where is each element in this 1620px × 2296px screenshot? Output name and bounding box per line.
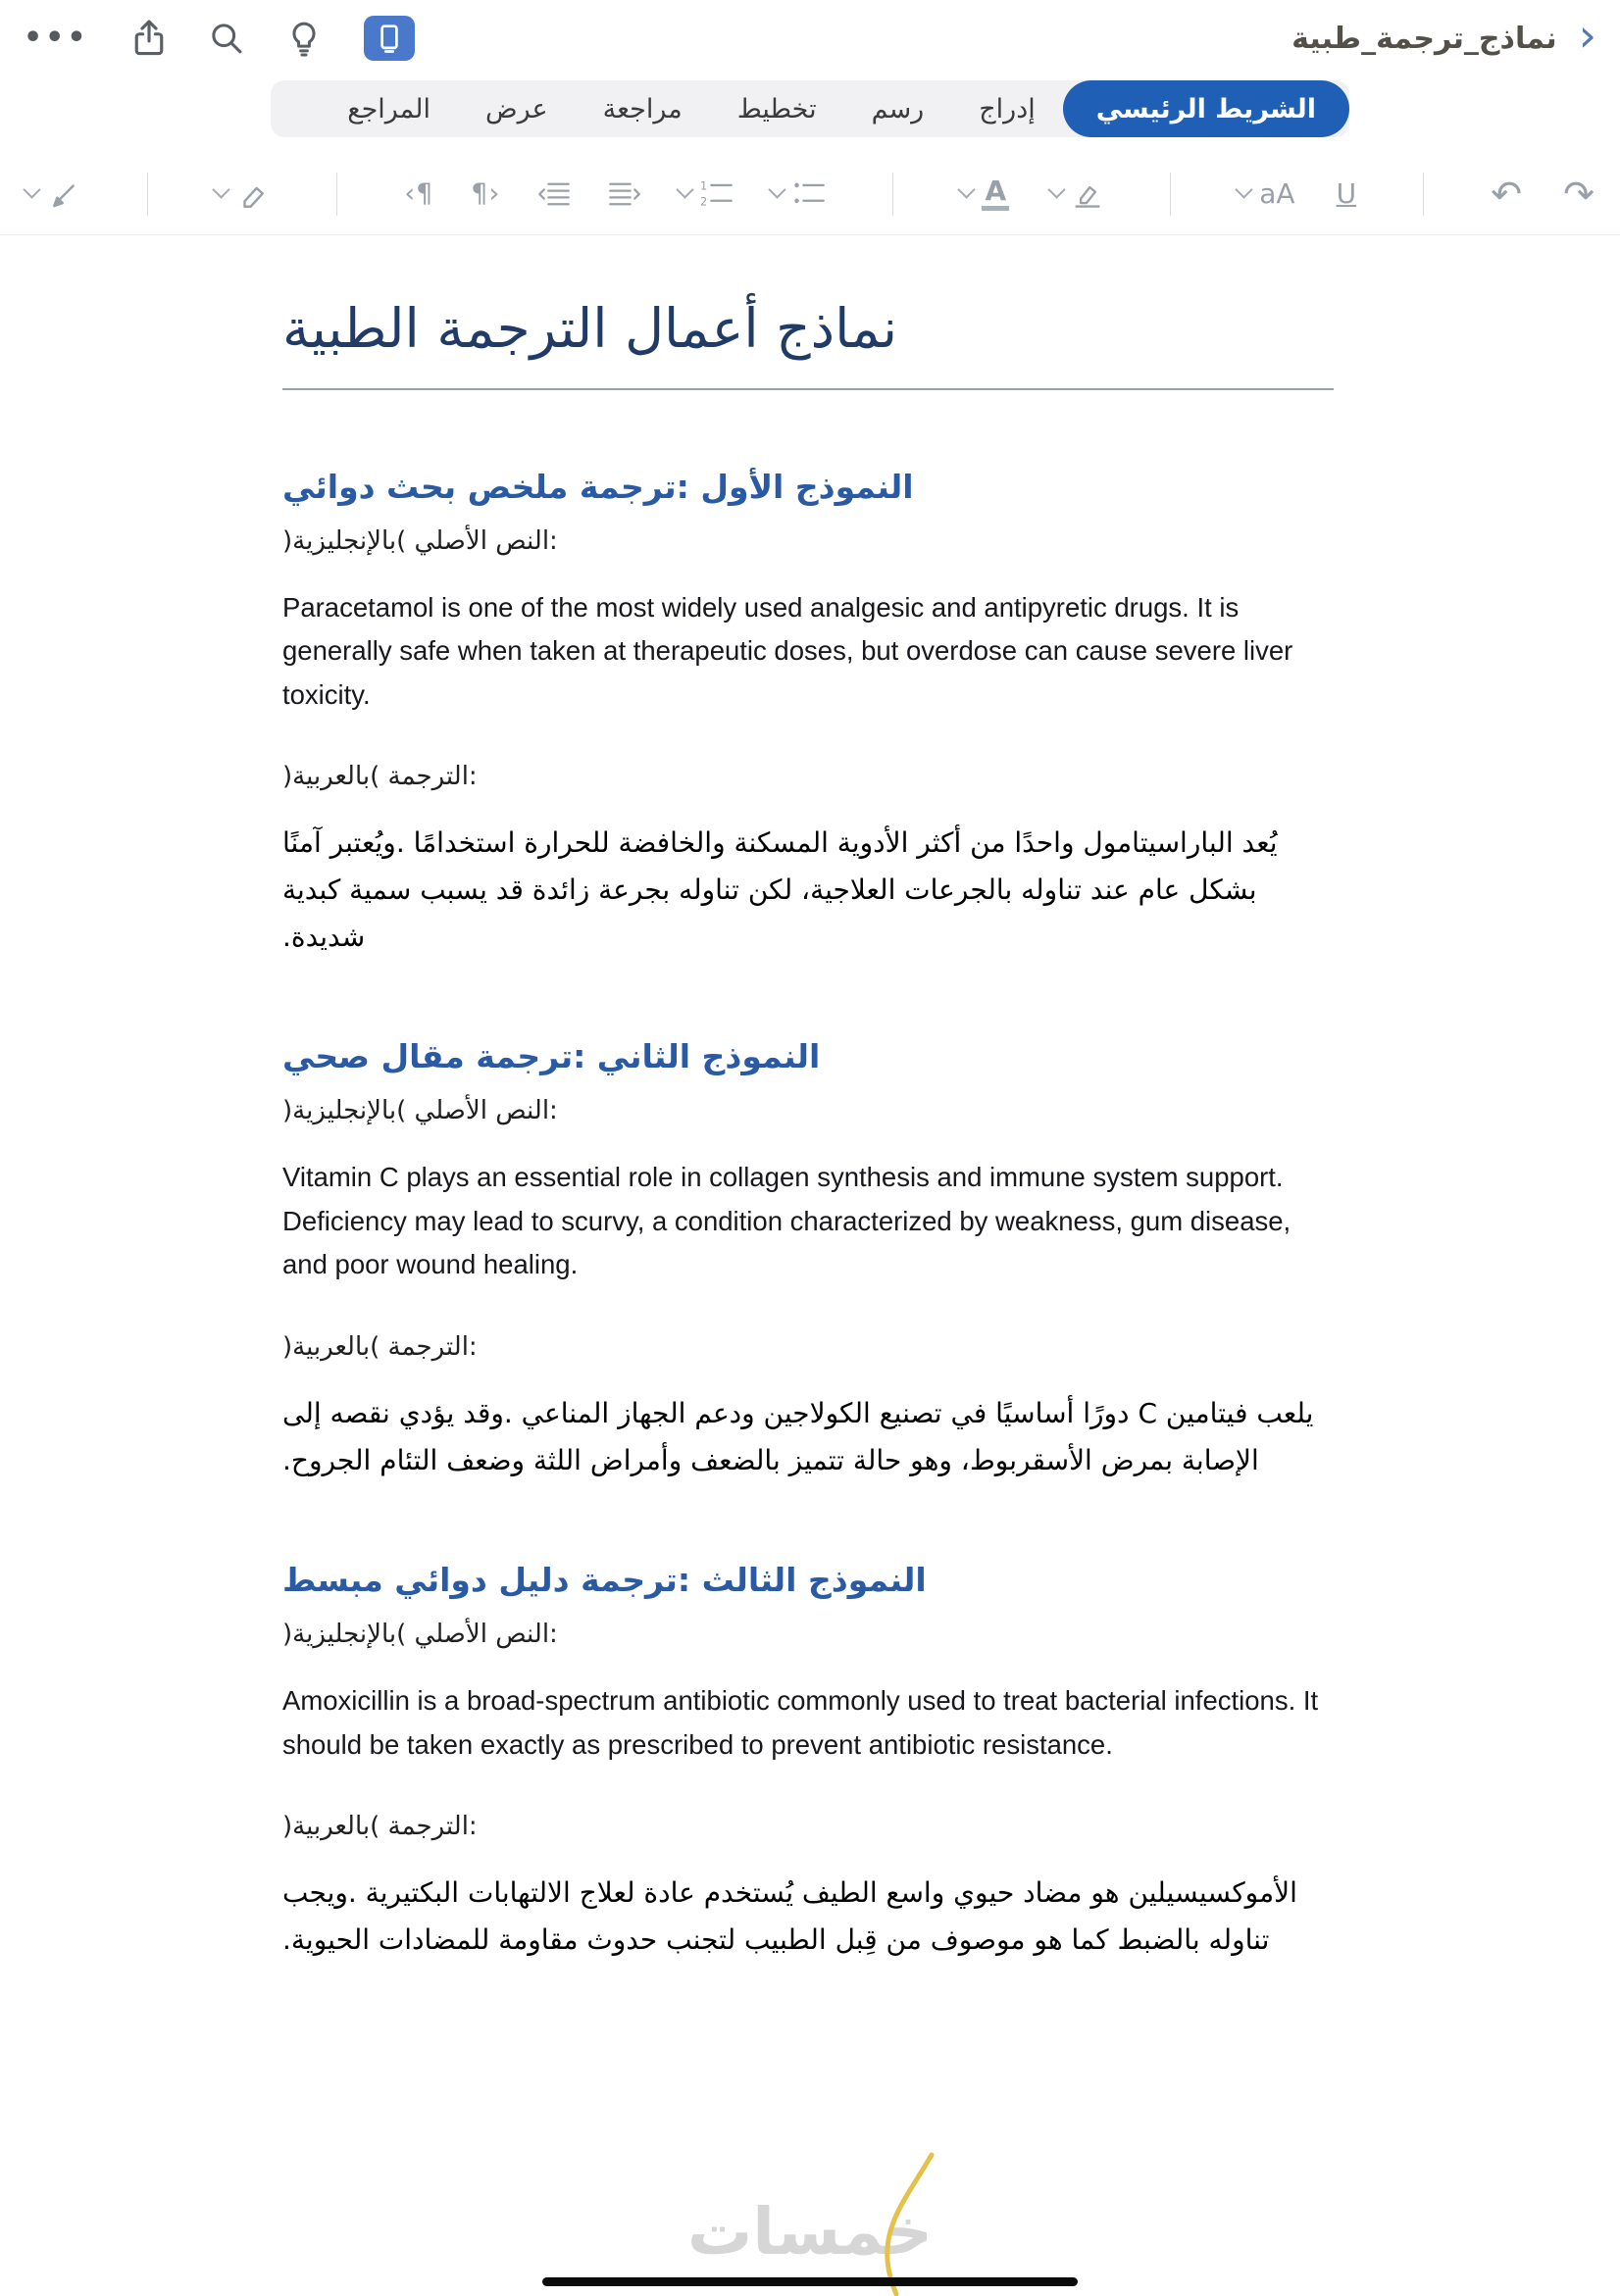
chevron-down-icon (677, 180, 694, 198)
tab-insert[interactable]: إدراج (979, 93, 1036, 125)
section-heading[interactable]: النموذج الأول :ترجمة ملخص بحث دوائي (282, 467, 914, 506)
translation-label[interactable]: :الترجمة )بالعربية( (282, 762, 478, 792)
source-paragraph[interactable]: Paracetamol is one of the most widely used analgesic and antipyretic drugs. It is generally safe when taken at therapeutic doses, but overdose can cause severe liver toxicity. (282, 591, 1293, 710)
home-indicator[interactable] (542, 2277, 1078, 2286)
underline-button[interactable] (1336, 176, 1357, 210)
document-filename[interactable]: نماذج_ترجمة_طبية (1291, 21, 1557, 56)
bulleted-list-button[interactable] (771, 179, 826, 209)
chevron-down-icon (1236, 180, 1253, 198)
font-color-icon: A (982, 177, 1009, 211)
section-sample-2 (282, 1036, 1334, 1483)
ltr-paragraph-button[interactable] (404, 178, 433, 209)
paragraph-group (404, 178, 826, 209)
khamsat-watermark: خمسات (686, 2194, 934, 2270)
translation-paragraph[interactable]: الأموكسيسيلين هو مضاد حيوي واسع الطيف يُستخدم عادة لعلاج الالتهابات البكتيرية .ويجب تناوله بالضبط كما هو موصوف من قِبل الطبيب لتجنب حدوث مقاومة للمضادات الحيوية. (282, 1876, 1297, 1956)
statusbar-right (1291, 9, 1596, 64)
numbered-list-icon (700, 179, 734, 209)
font-size-button[interactable] (1238, 176, 1295, 210)
numbered-list-button[interactable] (679, 179, 734, 209)
chevron-down-icon (212, 180, 229, 198)
formatting-toolbar (0, 153, 1620, 235)
statusbar-left-actions (24, 16, 415, 61)
ribbon-tabbar (271, 80, 1349, 137)
tab-review[interactable]: مراجعة (602, 93, 683, 125)
document-canvas[interactable] (0, 236, 1620, 2294)
section-heading[interactable]: النموذج الثالث :ترجمة دليل دوائي مبسط (282, 1561, 927, 1600)
ink-pen-group (25, 177, 80, 211)
decrease-indent-button[interactable] (537, 179, 571, 209)
toolbar-divider (892, 173, 893, 216)
toolbar-divider (1423, 173, 1424, 216)
source-label[interactable]: :النص الأصلي )بالإنجليزية( (282, 1096, 558, 1126)
svg-text:2: 2 (700, 193, 708, 208)
more-options-icon[interactable]: ••• (24, 21, 89, 55)
ink-highlighter-group (215, 177, 270, 211)
document-title[interactable]: نماذج أعمال الترجمة الطبية (282, 295, 1334, 390)
rtl-paragraph-button[interactable] (471, 178, 500, 209)
mobile-view-icon[interactable] (364, 16, 415, 61)
chevron-down-icon (23, 180, 40, 198)
increase-indent-icon (608, 179, 641, 209)
toolbar-divider (147, 173, 148, 216)
lightbulb-icon[interactable] (287, 20, 321, 57)
statusbar (0, 0, 1620, 76)
highlighter-icon (1072, 178, 1103, 210)
font-color-button[interactable] (960, 174, 1009, 211)
text-highlight-button[interactable] (1050, 178, 1103, 210)
color-group (960, 174, 1103, 211)
redo-button[interactable] (1563, 172, 1595, 216)
undo-button[interactable] (1491, 172, 1523, 216)
section-sample-1 (282, 467, 1334, 961)
chevron-down-icon (769, 180, 786, 198)
toolbar-divider (336, 173, 337, 216)
section-heading[interactable]: النموذج الثاني :ترجمة مقال صحي (282, 1037, 821, 1076)
tab-layout[interactable]: تخطيط (736, 93, 817, 125)
ink-highlighter-button[interactable] (215, 177, 270, 211)
search-icon[interactable] (209, 21, 244, 56)
font-group (1238, 176, 1357, 210)
toolbar-divider (1170, 173, 1171, 216)
chevron-down-icon (1047, 180, 1065, 198)
back-chevron-icon[interactable]: › (1578, 9, 1596, 62)
font-size-icon: aA (1259, 176, 1295, 210)
marker-pen-icon (236, 177, 270, 211)
redo-icon: ↷ (1563, 172, 1595, 216)
ribbon-tabs (271, 80, 1349, 137)
history-group (1491, 172, 1595, 216)
yellow-pen-stroke (855, 2149, 973, 2296)
source-label[interactable]: :النص الأصلي )بالإنجليزية( (282, 1620, 558, 1650)
underline-icon: U (1336, 176, 1357, 210)
ink-pen-button[interactable] (25, 177, 80, 211)
tab-references[interactable]: المراجع (347, 93, 430, 125)
source-paragraph[interactable]: Vitamin C plays an essential role in collagen synthesis and immune system support. Deficiency may lead to scurvy, a condition characterized by weakness, gum disease, and poor wound healing. (282, 1162, 1291, 1280)
bulleted-list-icon (792, 179, 826, 209)
rtl-pilcrow-icon: ¶› (471, 178, 501, 209)
undo-icon: ↶ (1491, 172, 1523, 216)
decrease-indent-icon (537, 179, 571, 209)
tab-view[interactable]: عرض (485, 93, 548, 125)
translation-paragraph[interactable]: يلعب فيتامين C دورًا أساسيًا في تصنيع الكولاجين ودعم الجهاز المناعي .وقد يؤدي نقصه إلى الإصابة بمرض الأسقربوط، وهو حالة تتميز بالضعف وأمراض اللثة وضعف التئام الجروح. (282, 1396, 1314, 1476)
translation-paragraph[interactable]: يُعد الباراسيتامول واحدًا من أكثر الأدوية المسكنة والخافضة للحرارة استخدامًا .ويُعتبر آمنًا بشكل عام عند تناوله بالجرعات العلاجية، لكن تناوله بجرعة زائدة قد يسبب سمية كبدية شديدة. (282, 826, 1278, 953)
translation-label[interactable]: :الترجمة )بالعربية( (282, 1812, 478, 1842)
section-sample-3 (282, 1560, 1334, 1963)
source-label[interactable]: :النص الأصلي )بالإنجليزية( (282, 525, 558, 556)
source-paragraph[interactable]: Amoxicillin is a broad-spectrum antibiotic commonly used to treat bacterial infections. It should be taken exactly as prescribed to prevent antibiotic resistance. (282, 1685, 1319, 1760)
pen-icon (47, 177, 80, 211)
ltr-pilcrow-icon: ‹¶ (404, 178, 434, 209)
translation-label[interactable]: :الترجمة )بالعربية( (282, 1331, 478, 1362)
tab-draw[interactable]: رسم (871, 93, 925, 125)
chevron-down-icon (958, 180, 976, 198)
svg-text:1: 1 (700, 178, 708, 192)
share-icon[interactable] (132, 19, 166, 58)
increase-indent-button[interactable] (608, 179, 641, 209)
tab-home[interactable]: الشريط الرئيسي (1063, 80, 1349, 137)
